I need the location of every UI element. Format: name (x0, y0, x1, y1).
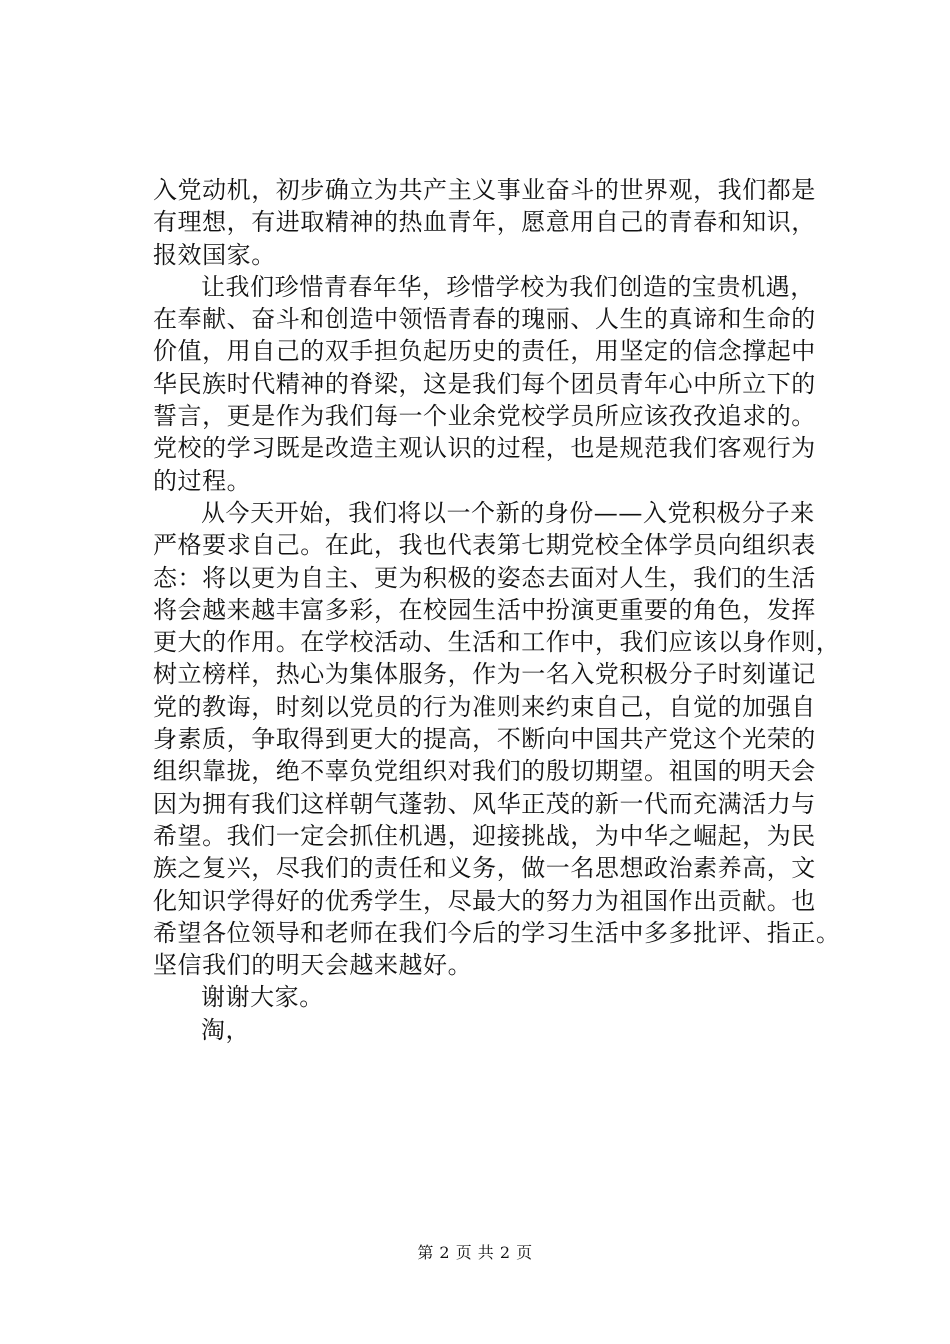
text-line: 组织靠拢，绝不辜负党组织对我们的殷切期望。祖国的明天会 (153, 757, 816, 786)
text-line: 将会越来越丰富多彩，在校园生活中扮演更重要的角色，发挥 (153, 595, 816, 624)
text-line: 在奉献、奋斗和创造中领悟青春的瑰丽、人生的真谛和生命的 (153, 305, 816, 334)
text-line: 化知识学得好的优秀学生，尽最大的努力为祖国作出贡献。也 (153, 886, 816, 915)
text-line: 因为拥有我们这样朝气蓬勃、风华正茂的新一代而充满活力与 (153, 789, 816, 818)
text-line: 从今天开始，我们将以一个新的身份——入党积极分子来 (201, 498, 815, 527)
text-line: 严格要求自己。在此，我也代表第七期党校全体学员向组织表 (153, 531, 816, 560)
text-line: 誓言，更是作为我们每一个业余党校学员所应该孜孜追求的。 (153, 402, 816, 431)
text-line: 淘， (201, 1015, 251, 1044)
text-line: 报效国家。 (153, 240, 276, 269)
text-line: 身素质，争取得到更大的提高，不断向中国共产党这个光荣的 (153, 725, 816, 754)
text-line: 态：将以更为自主、更为积极的姿态去面对人生，我们的生活 (153, 563, 816, 592)
text-line: 族之复兴，尽我们的责任和义务，做一名思想政治素养高，文 (153, 854, 816, 883)
text-line: 让我们珍惜青春年华，珍惜学校为我们创造的宝贵机遇， (201, 272, 815, 301)
text-line: 党的教诲，时刻以党员的行为准则来约束自己，自觉的加强自 (153, 692, 816, 721)
body-text (153, 174, 853, 1046)
text-line: 树立榜样，热心为集体服务，作为一名入党积极分子时刻谨记 (153, 660, 816, 689)
text-line: 有理想，有进取精神的热血青年，愿意用自己的青春和知识， (153, 208, 816, 237)
text-line: 更大的作用。在学校活动、生活和工作中，我们应该以身作则， (153, 628, 841, 657)
text-line: 入党动机，初步确立为共产主义事业奋斗的世界观，我们都是 (153, 176, 816, 204)
text-line: 的过程。 (153, 466, 252, 495)
page-footer: 第 2 页 共 2 页 (417, 1243, 533, 1262)
text-line: 华民族时代精神的脊梁，这是我们每个团员青年心中所立下的 (153, 369, 816, 398)
text-line: 坚信我们的明天会越来越好。 (153, 951, 473, 980)
text-line: 谢谢大家。 (201, 983, 324, 1012)
text-line: 希望。我们一定会抓住机遇，迎接挑战，为中华之崛起，为民 (153, 821, 816, 850)
text-line: 党校的学习既是改造主观认识的过程，也是规范我们客观行为 (153, 434, 816, 463)
text-line: 希望各位领导和老师在我们今后的学习生活中多多批评、指正。 (153, 918, 841, 947)
text-line: 价值，用自己的双手担负起历史的责任，用坚定的信念撑起中 (153, 337, 816, 366)
